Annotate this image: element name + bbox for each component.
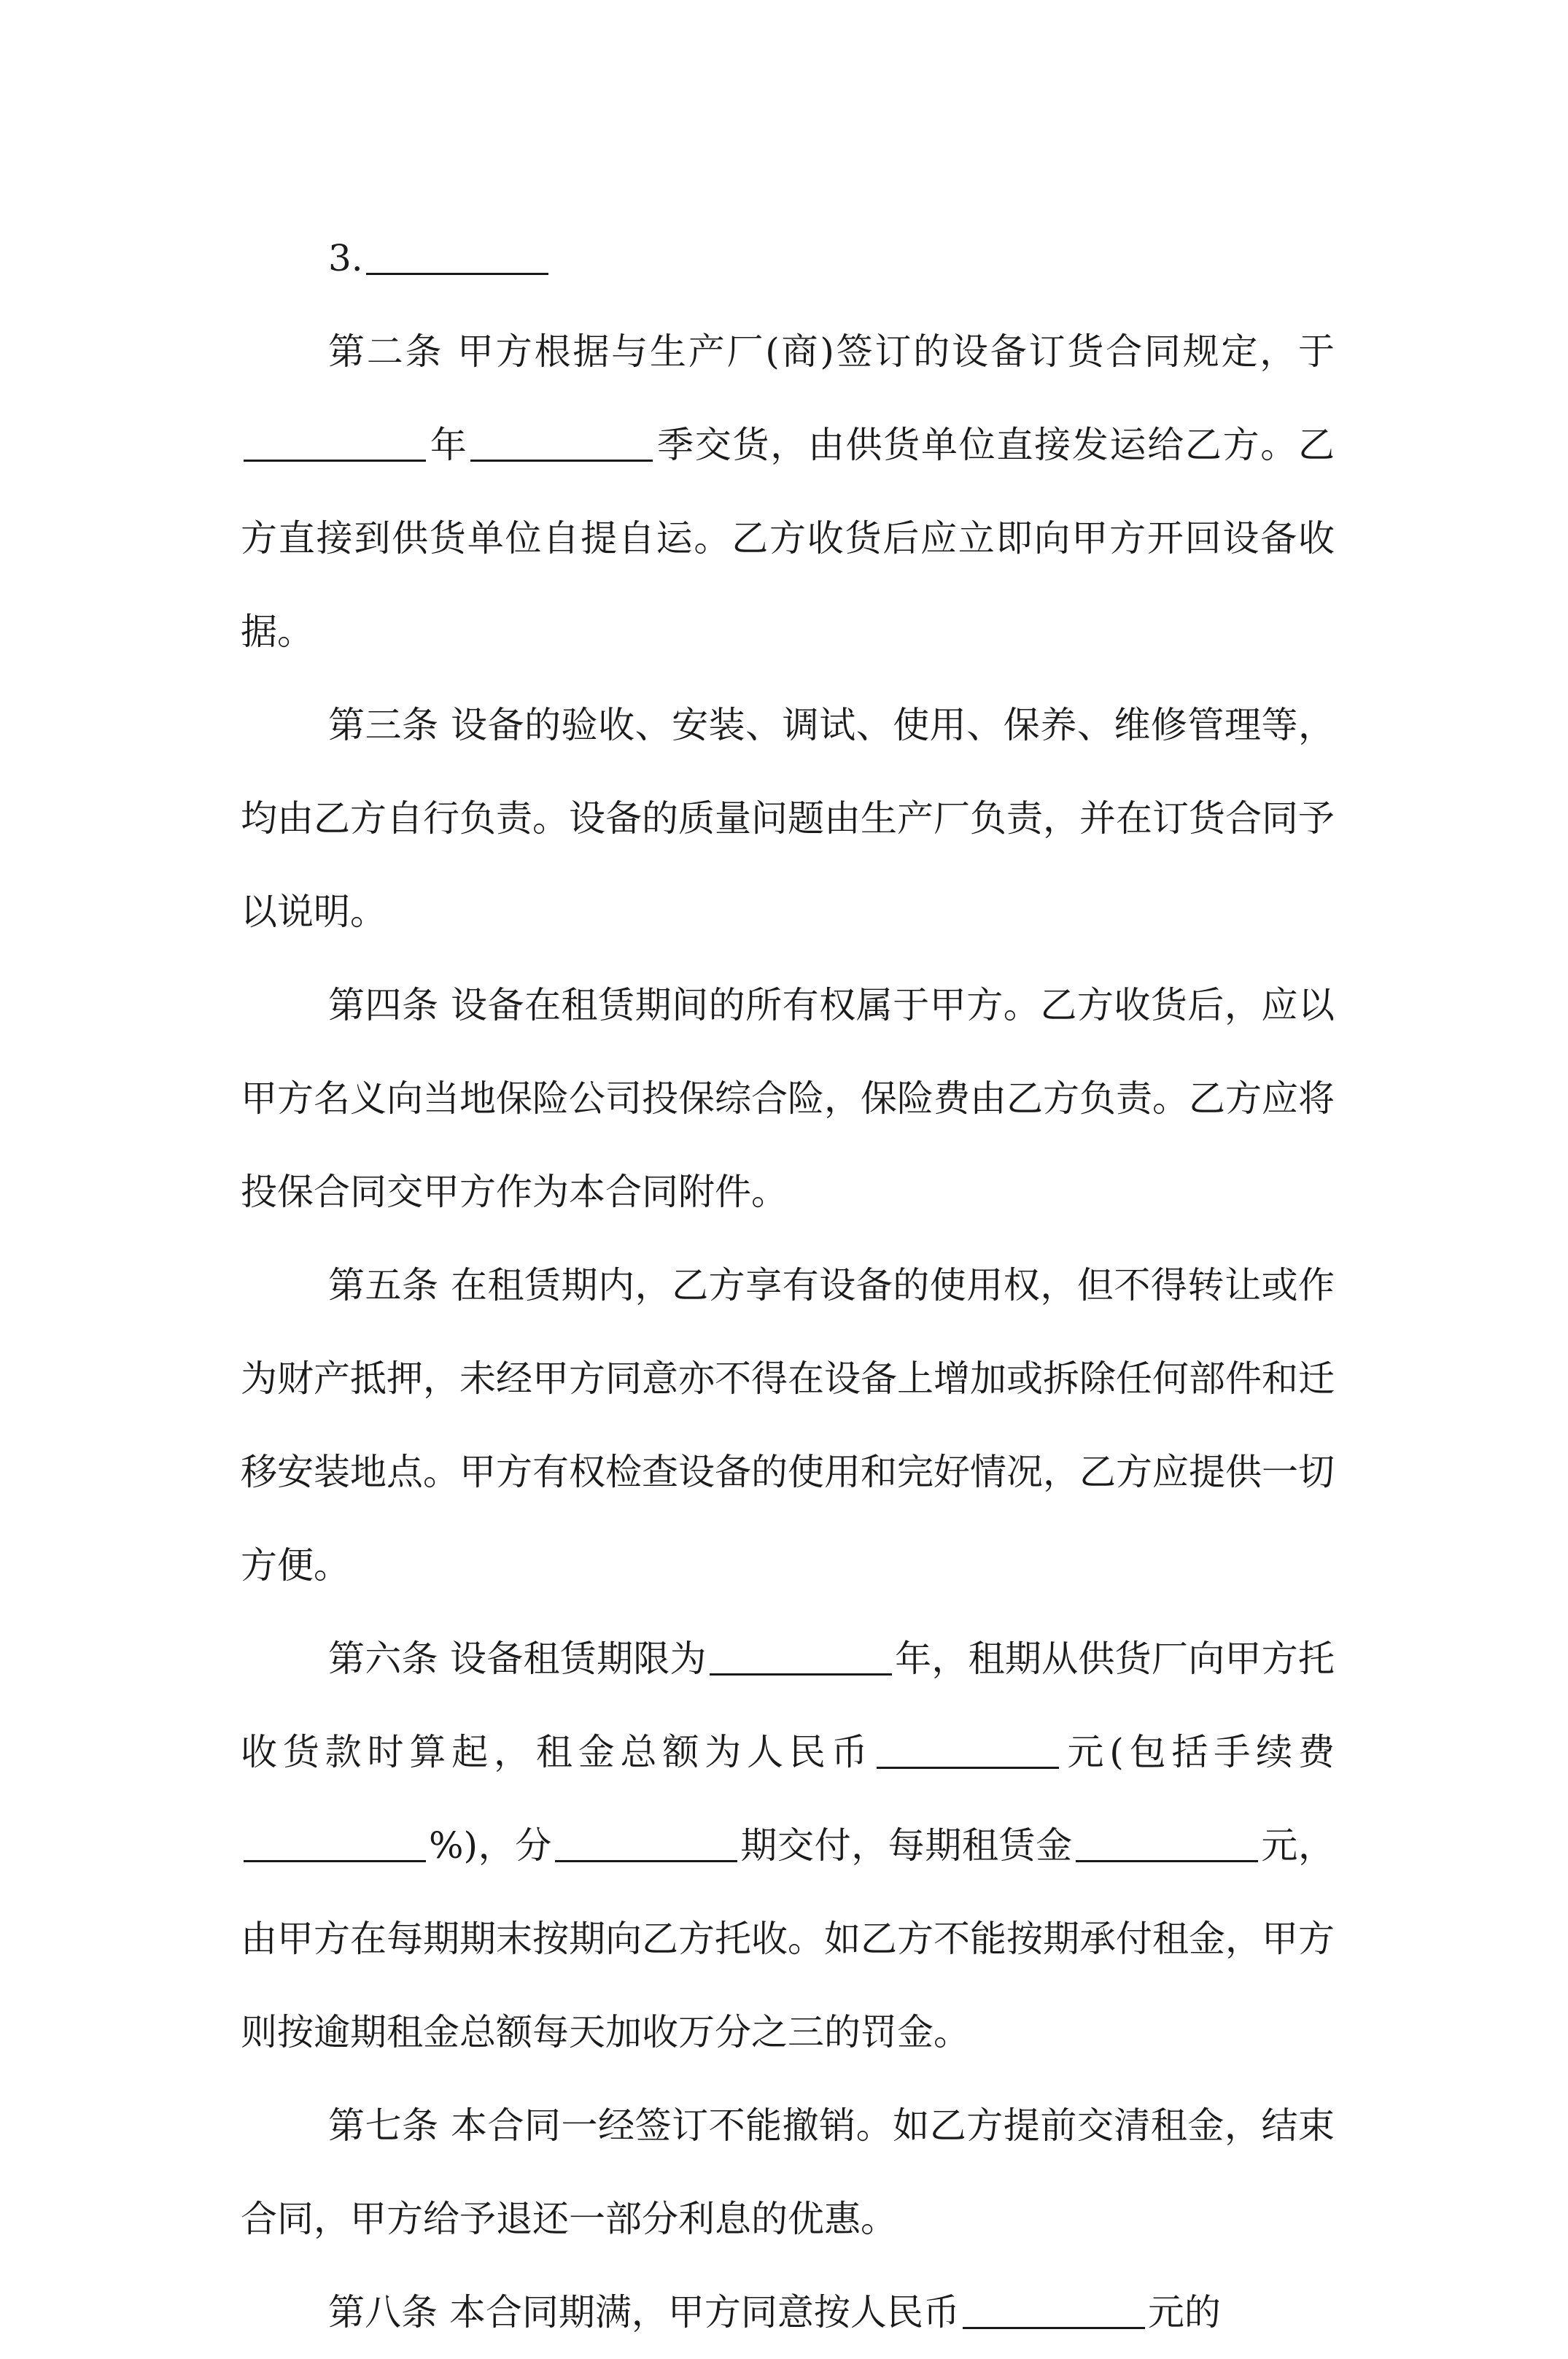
article-8-text-1: 第八条 本合同期满，甲方同意按人民币 <box>328 2291 960 2333</box>
article-8 <box>241 2266 1335 2359</box>
article-2-text-2: 年 <box>429 424 468 466</box>
blank-field <box>877 1730 1059 1769</box>
blank-field <box>710 1637 892 1676</box>
blank-field <box>963 2290 1145 2329</box>
article-5: 第五条 在租赁期内，乙方享有设备的使用权，但不得转让或作为财产抵押，未经甲方同意亦不得在设备上增加或拆除任何部件和迁移安装地点。甲方有权检查设备的使用和完好情况，乙方应提供一切方便。 <box>241 1264 1335 1587</box>
article-6-text-2: 年，租期从供货厂向甲方托收货款时算起，租金总额为人民币 <box>241 1638 1335 1773</box>
item-3-prefix: 3. <box>328 237 363 279</box>
blank-field <box>244 1824 426 1862</box>
article-4: 第四条 设备在租赁期间的所有权属于甲方。乙方收货后，应以甲方名义向当地保险公司投保综合险，保险费由乙方负责。乙方应将投保合同交甲方作为本合同附件。 <box>241 984 1335 1213</box>
article-3: 第三条 设备的验收、安装、调试、使用、保养、维修管理等，均由乙方自行负责。设备的质量问题由生产厂负责，并在订货合同予以说明。 <box>241 704 1335 933</box>
article-8-text-2: 元的 <box>1147 2291 1221 2333</box>
article-6-text-3: 元(包括手续费 <box>1061 1731 1335 1773</box>
article-6-text-6: 元，由甲方在每期期末按期向乙方托收。如乙方不能按期承付租金，甲方则按逾期租金总额每天加收万分之三的罚金。 <box>241 1824 1335 2053</box>
blank-field <box>244 423 426 462</box>
article-2 <box>241 305 1335 678</box>
contract-body <box>241 212 1335 2359</box>
article-7: 第七条 本合同一经签订不能撤销。如乙方提前交清租金，结束合同，甲方给予退还一部分利息的优惠。 <box>241 2104 1335 2240</box>
article-2-text-1: 第二条 甲方根据与生产厂(商)签订的设备订货合同规定，于 <box>328 330 1335 373</box>
article-6-text-5: 期交付，每期租赁金 <box>740 1824 1073 1867</box>
article-6-text-1: 第六条 设备租赁期限为 <box>328 1638 707 1680</box>
article-6 <box>241 1612 1335 2079</box>
article-2-text-3: 季交货，由供货单位直接发运给乙方。乙方直接到供货单位自提自运。乙方收货后应立即向甲方开回设备收据。 <box>241 424 1335 653</box>
blank-field <box>366 236 548 275</box>
blank-field <box>470 423 653 462</box>
blank-field <box>555 1824 737 1862</box>
blank-field <box>1076 1824 1258 1862</box>
article-6-text-4: %)，分 <box>429 1824 552 1867</box>
item-3 <box>241 212 1335 305</box>
